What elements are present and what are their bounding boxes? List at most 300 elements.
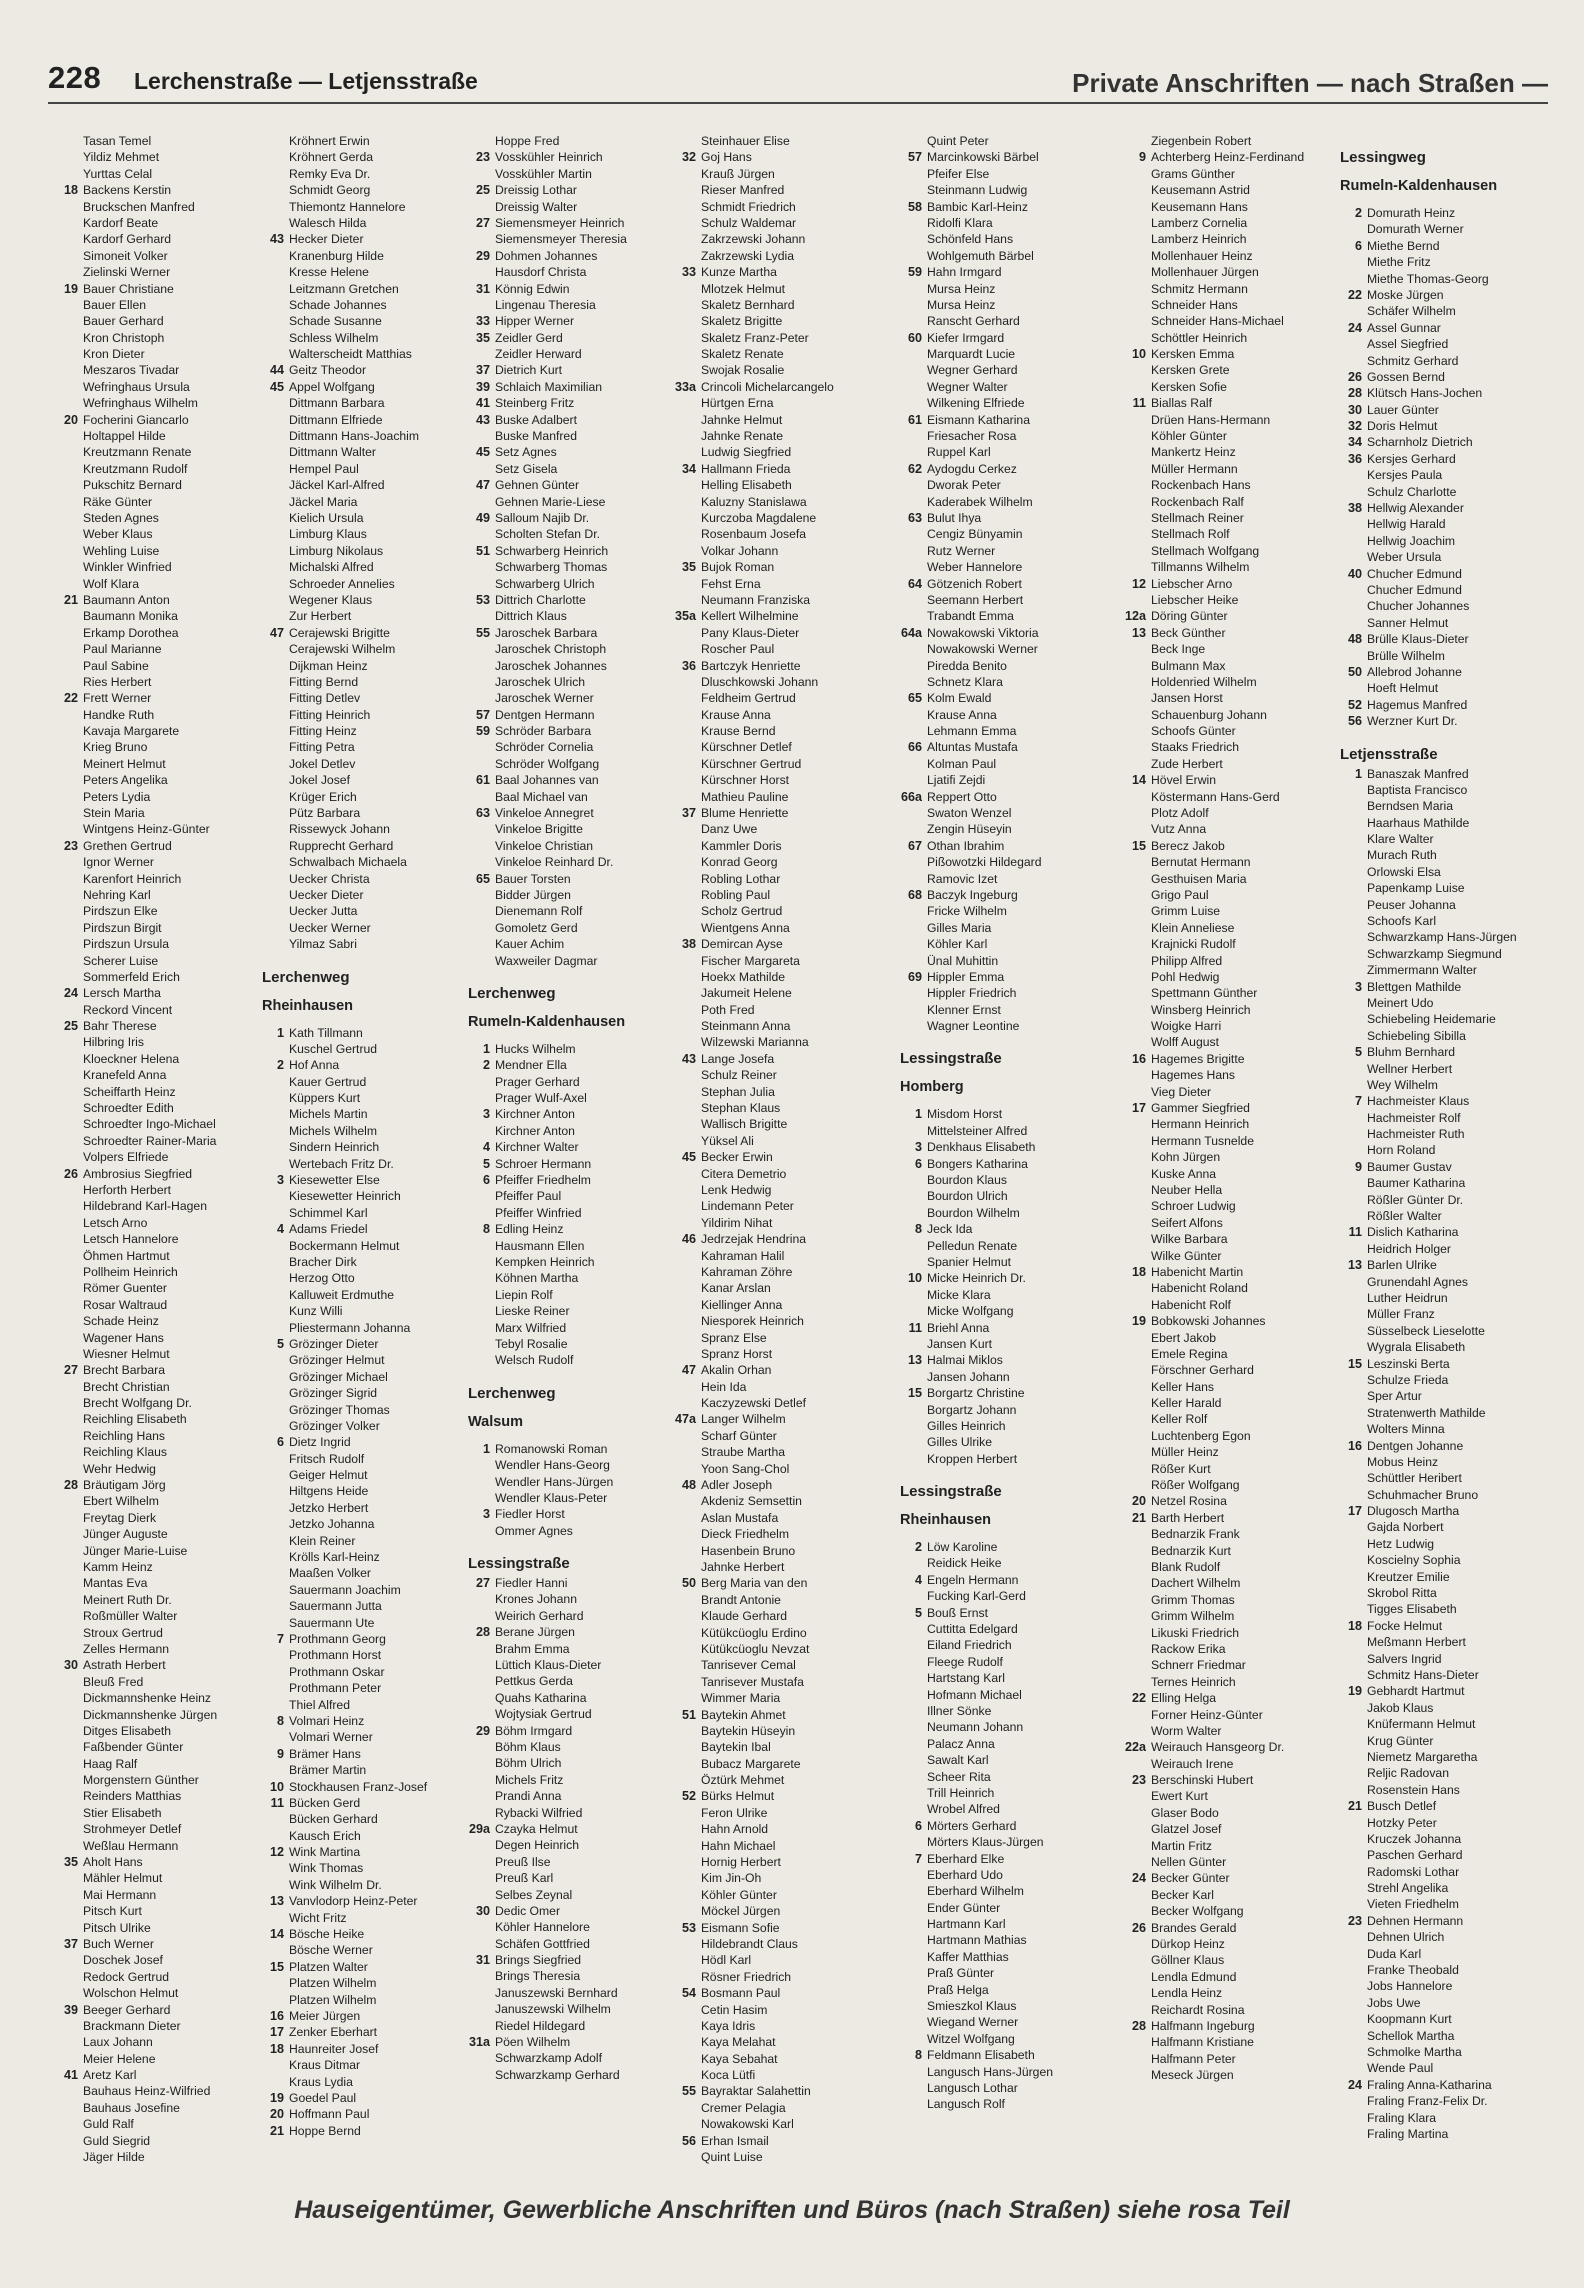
directory-entry [468, 854, 627, 870]
directory-entry [1124, 1444, 1304, 1460]
resident-name: Krause Bernd [701, 724, 776, 739]
directory-entry [1124, 1575, 1304, 1591]
directory-entry [900, 920, 1053, 936]
resident-name: Wolff August [1151, 1035, 1219, 1050]
directory-entry [468, 1641, 627, 1657]
resident-name: Knüfermann Helmut [1367, 1717, 1476, 1732]
directory-entry [468, 379, 627, 395]
directory-entry [468, 592, 627, 608]
directory-entry [1124, 248, 1304, 264]
directory-entry [1340, 2044, 1517, 2060]
footer-note: Hauseigentümer, Gewerbliche Anschriften und Büros (nach Straßen) siehe rosa Teil [294, 2196, 1290, 2224]
directory-entry [1124, 707, 1304, 723]
resident-name: Thiemontz Hannelore [289, 199, 406, 214]
resident-name: Stein Maria [83, 806, 145, 821]
resident-name: Quahs Katharina [495, 1690, 587, 1705]
directory-entry [262, 1320, 427, 1336]
resident-name: Kiesewetter Heinrich [289, 1189, 401, 1204]
resident-name: Kirchner Walter [495, 1140, 579, 1155]
directory-entry [262, 1647, 427, 1663]
directory-entry [1124, 1936, 1304, 1952]
directory-entry [674, 1903, 834, 1919]
house-number: 56 [1347, 714, 1362, 729]
resident-name: Jünger Marie-Luise [83, 1543, 188, 1558]
directory-entry [1124, 1051, 1304, 1067]
directory-entry [56, 1133, 217, 1149]
resident-name: Nehring Karl [83, 887, 151, 902]
resident-name: Cetin Hasim [701, 2002, 768, 2017]
resident-name: Mollenhauer Jürgen [1151, 265, 1259, 280]
resident-name: Cerajewski Brigitte [289, 625, 390, 640]
resident-name: Dürkop Heinz [1151, 1936, 1225, 1951]
resident-name: Achterberg Heinz-Ferdinand [1151, 150, 1305, 165]
resident-name: Robling Paul [701, 887, 771, 902]
resident-name: Dittmann Walter [289, 445, 376, 460]
directory-entry [1340, 2110, 1517, 2126]
directory-entry [56, 412, 217, 428]
directory-entry [900, 1336, 1053, 1352]
directory-entry [56, 936, 217, 952]
directory-entry [1340, 1208, 1517, 1224]
directory-entry [1124, 166, 1304, 182]
resident-name: Koca Lütfi [701, 2068, 756, 2083]
resident-name: Neumann Franziska [701, 592, 811, 607]
resident-name: Kürschner Horst [701, 773, 790, 788]
resident-name: Tillmanns Wilhelm [1151, 560, 1250, 575]
directory-entry [56, 1444, 217, 1460]
resident-name: Kim Jin-Oh [701, 1871, 762, 1886]
resident-name: Hucks Wilhelm [495, 1041, 576, 1056]
resident-name: Rösner Friedrich [701, 1969, 792, 1984]
directory-entry [262, 1467, 427, 1483]
directory-entry [468, 641, 627, 657]
resident-name: Keusemann Hans [1151, 199, 1248, 214]
house-number: 51 [681, 1707, 696, 1722]
resident-name: Paul Sabine [83, 658, 149, 673]
resident-name: Meßmann Herbert [1367, 1635, 1466, 1650]
resident-name: Grözinger Sigrid [289, 1386, 378, 1401]
resident-name: Reichardt Rosina [1151, 2002, 1245, 2017]
resident-name: Bulut Ihya [927, 510, 982, 525]
directory-entry [1124, 461, 1304, 477]
directory-entry [1124, 1477, 1304, 1493]
directory-entry [900, 690, 1053, 706]
resident-name: Holtappel Hilde [83, 429, 166, 444]
directory-entry [900, 1555, 1053, 1571]
directory-entry [900, 2047, 1053, 2063]
resident-name: Kielich Ursula [289, 510, 364, 525]
resident-name: Weber Klaus [83, 527, 153, 542]
resident-name: Ebert Jakob [1151, 1330, 1217, 1345]
directory-entry [674, 248, 834, 264]
resident-name: Emele Regina [1151, 1346, 1228, 1361]
resident-name: Eberhard Wilhelm [927, 1884, 1024, 1899]
directory-entry [56, 1903, 217, 1919]
house-number: 32 [681, 150, 696, 165]
resident-name: Kellert Wilhelmine [701, 609, 799, 624]
resident-name: Kresse Helene [289, 265, 369, 280]
resident-name: Stellmach Wolfgang [1151, 543, 1260, 558]
directory-entry [56, 641, 217, 657]
directory-entry [674, 1952, 834, 1968]
resident-name: Eismann Katharina [927, 412, 1030, 427]
resident-name: Borgartz Johann [927, 1402, 1017, 1417]
resident-name: Volpers Elfriede [83, 1150, 169, 1165]
resident-name: Mendner Ella [495, 1058, 567, 1073]
resident-name: Zielinski Werner [83, 265, 171, 280]
directory-entry [1124, 199, 1304, 215]
directory-entry [262, 1565, 427, 1581]
resident-name: Zeidler Herward [495, 347, 582, 362]
resident-name: Liebscher Heike [1151, 592, 1239, 607]
house-number: 5 [276, 1336, 284, 1351]
resident-name: Swojak Rosalie [701, 363, 785, 378]
resident-name: Wilke Barbara [1151, 1232, 1228, 1247]
resident-name: Chucher Edmund [1367, 582, 1462, 597]
resident-name: Reichling Hans [83, 1428, 165, 1443]
resident-name: Focke Helmut [1367, 1618, 1443, 1633]
directory-entry [1124, 576, 1304, 592]
directory-entry [56, 576, 217, 592]
directory-entry [900, 1949, 1053, 1965]
resident-name: Yilmaz Sabri [289, 937, 357, 952]
house-number: 37 [63, 1936, 78, 1951]
directory-entry [56, 821, 217, 837]
house-number: 19 [1347, 1684, 1362, 1699]
resident-name: Ljatifi Zejdi [927, 773, 986, 788]
directory-entry [900, 1172, 1053, 1188]
directory-entry [56, 838, 217, 854]
house-number: 5 [482, 1156, 490, 1171]
directory-entry [56, 1395, 217, 1411]
resident-name: Michalski Alfred [289, 560, 374, 575]
directory-entry [1340, 1077, 1517, 1093]
directory-entry [674, 1461, 834, 1477]
directory-entry [262, 2106, 427, 2122]
resident-name: Hippler Friedrich [927, 986, 1017, 1001]
resident-name: Wink Wilhelm Dr. [289, 1877, 382, 1892]
directory-entry [900, 428, 1053, 444]
page-number: 228 [48, 60, 102, 95]
directory-entry [468, 1320, 627, 1336]
directory-entry [900, 1588, 1053, 1604]
resident-name: Biallas Ralf [1151, 396, 1212, 411]
directory-entry [900, 362, 1053, 378]
resident-name: Steden Agnes [83, 510, 159, 525]
resident-name: Fehst Erna [701, 576, 761, 591]
resident-name: Kardorf Gerhard [83, 232, 172, 247]
house-number: 54 [681, 1986, 696, 2001]
directory-entry [900, 1801, 1053, 1817]
directory-entry [262, 1762, 427, 1778]
directory-entry [56, 1477, 217, 1493]
directory-entry [1340, 467, 1517, 483]
directory-entry [468, 199, 627, 215]
directory-entry [1340, 1536, 1517, 1552]
directory-entry [262, 133, 427, 149]
resident-name: Guld Siegrid [83, 2133, 151, 2148]
directory-entry [56, 182, 217, 198]
resident-name: Reppert Otto [927, 789, 997, 804]
resident-name: Schneider Hans-Michael [1151, 314, 1284, 329]
directory-entry [1340, 1651, 1517, 1667]
resident-name: Cremer Pelagia [701, 2100, 786, 2115]
house-number: 1 [276, 1025, 284, 1040]
resident-name: Kroppen Herbert [927, 1451, 1018, 1466]
directory-entry [56, 1920, 217, 1936]
resident-name: Förschner Gerhard [1151, 1363, 1254, 1378]
resident-name: Adler Joseph [701, 1478, 773, 1493]
directory-entry [468, 412, 627, 428]
directory-entry [56, 2018, 217, 2034]
directory-entry [56, 166, 217, 182]
resident-name: Hartmann Karl [927, 1917, 1006, 1932]
resident-name: Kraus Lydia [289, 2074, 353, 2089]
directory-entry [1124, 1838, 1304, 1854]
resident-name: Fischer Margareta [701, 953, 800, 968]
directory-entry [468, 1238, 627, 1254]
directory-entry [1340, 1601, 1517, 1617]
directory-column-4 [674, 133, 834, 2165]
house-number: 4 [482, 1140, 490, 1155]
directory-entry [56, 362, 217, 378]
resident-name: Strohmeyer Detlef [83, 1822, 182, 1837]
directory-entry [56, 1280, 217, 1296]
resident-name: Schneider Hans [1151, 297, 1238, 312]
directory-entry [1340, 1421, 1517, 1437]
directory-entry [56, 215, 217, 231]
resident-name: Weber Hannelore [927, 560, 1023, 575]
directory-entry [56, 297, 217, 313]
directory-entry [468, 1139, 627, 1155]
directory-entry [262, 1090, 427, 1106]
resident-name: Yildirim Nihat [701, 1215, 773, 1230]
directory-entry [1340, 1798, 1517, 1814]
directory-entry [468, 2034, 627, 2050]
resident-name: Winsberg Heinrich [1151, 1002, 1251, 1017]
house-number: 19 [269, 2090, 284, 2105]
directory-entry [674, 1166, 834, 1182]
directory-entry [900, 1998, 1053, 2014]
directory-entry [56, 1608, 217, 1624]
house-number: 27 [475, 215, 490, 230]
directory-entry [1340, 615, 1517, 631]
directory-entry [1124, 1985, 1304, 2001]
directory-entry [900, 231, 1053, 247]
house-number: 31 [475, 281, 490, 296]
directory-entry [468, 690, 627, 706]
house-number: 21 [63, 592, 78, 607]
resident-name: Krajnicki Rudolf [1151, 937, 1236, 952]
resident-name: Gehnen Günter [495, 478, 580, 493]
directory-entry [56, 2133, 217, 2149]
directory-entry [56, 1969, 217, 1985]
directory-entry [262, 2057, 427, 2073]
directory-entry [674, 412, 834, 428]
resident-name: Konrad Georg [701, 855, 778, 870]
directory-entry [1340, 1487, 1517, 1503]
directory-entry [674, 1116, 834, 1132]
directory-entry [262, 1188, 427, 1204]
directory-entry [674, 526, 834, 542]
resident-name: Bidder Jürgen [495, 887, 571, 902]
resident-name: Stephan Julia [701, 1084, 775, 1099]
house-number: 20 [269, 2107, 284, 2122]
resident-name: Gehnen Marie-Liese [495, 494, 606, 509]
resident-name: Seemann Herbert [927, 592, 1024, 607]
resident-name: Schiebeling Heidemarie [1367, 1012, 1496, 1027]
resident-name: Elling Helga [1151, 1691, 1217, 1706]
resident-name: Niemetz Margaretha [1367, 1749, 1478, 1764]
directory-entry [468, 1336, 627, 1352]
resident-name: Schröder Barbara [495, 724, 592, 739]
directory-entry [674, 1280, 834, 1296]
resident-name: Vinkeloe Reinhard Dr. [495, 855, 614, 870]
directory-entry [262, 1942, 427, 1958]
resident-name: Januszewski Wilhelm [495, 2002, 611, 2017]
directory-entry [1124, 1641, 1304, 1657]
resident-name: Wintgens Heinz-Günter [83, 822, 210, 837]
directory-entry [1124, 1608, 1304, 1624]
house-number: 27 [475, 1576, 490, 1591]
street-heading: Lerchenweg [468, 1384, 556, 1402]
house-number: 35 [63, 1855, 78, 1870]
directory-entry [674, 1018, 834, 1034]
resident-name: Reidick Heike [927, 1556, 1002, 1571]
directory-entry [1124, 477, 1304, 493]
house-number: 2 [276, 1058, 284, 1073]
resident-name: Borgartz Christine [927, 1386, 1025, 1401]
directory-entry [468, 739, 627, 755]
directory-entry [674, 182, 834, 198]
header-section-title: Private Anschriften — nach Straßen — [1072, 68, 1548, 98]
directory-entry [262, 297, 427, 313]
directory-entry [1124, 887, 1304, 903]
directory-entry [468, 756, 627, 772]
directory-entry [900, 1851, 1053, 1867]
house-number: 27 [63, 1363, 78, 1378]
directory-entry [1340, 1093, 1517, 1109]
directory-entry [1124, 1133, 1304, 1149]
resident-name: Poth Fred [701, 1002, 755, 1017]
resident-name: Limburg Klaus [289, 527, 367, 542]
resident-name: Stroux Gertrud [83, 1625, 163, 1640]
resident-name: Allebrod Johanne [1367, 664, 1462, 679]
resident-name: Blettgen Mathilde [1367, 979, 1462, 994]
directory-entry [900, 1156, 1053, 1172]
directory-entry [56, 674, 217, 690]
resident-name: Römer Guenter [83, 1281, 167, 1296]
resident-name: Waxweiler Dagmar [495, 953, 598, 968]
resident-name: Lamberz Cornelia [1151, 215, 1248, 230]
resident-name: Illner Sönke [927, 1703, 992, 1718]
directory-entry [262, 1303, 427, 1319]
resident-name: Sommerfeld Erich [83, 969, 180, 984]
resident-name: Wink Thomas [289, 1861, 364, 1876]
house-number: 20 [1131, 1494, 1146, 1509]
directory-entry [1340, 1224, 1517, 1240]
resident-name: Wegner Gerhard [927, 363, 1018, 378]
resident-name: Aretz Karl [83, 2068, 137, 2083]
directory-entry [262, 1598, 427, 1614]
directory-entry [900, 953, 1053, 969]
directory-entry [1124, 1805, 1304, 1821]
directory-entry [674, 2018, 834, 2034]
resident-name: Seifert Alfons [1151, 1215, 1223, 1230]
directory-entry [1124, 1379, 1304, 1395]
resident-name: Klaude Gerhard [701, 1609, 788, 1624]
directory-entry [56, 1264, 217, 1280]
resident-name: Goj Hans [701, 150, 752, 165]
resident-name: Wolschon Helmut [83, 1986, 179, 2001]
resident-name: Schwarberg Ulrich [495, 576, 595, 591]
directory-entry [674, 1526, 834, 1542]
resident-name: Baal Johannes van [495, 773, 599, 788]
resident-name: Keller Hans [1151, 1379, 1214, 1394]
resident-name: Schroedter Ingo-Michael [83, 1117, 216, 1132]
street-heading: Lerchenweg [262, 968, 350, 986]
directory-entry [1340, 1126, 1517, 1142]
district-heading: Walsum [468, 1413, 524, 1430]
resident-name: Krug Günter [1367, 1733, 1434, 1748]
resident-name: Kaya Melahat [701, 2035, 776, 2050]
resident-name: Skrobol Ritta [1367, 1586, 1437, 1601]
directory-entry [262, 1254, 427, 1270]
directory-entry [56, 1641, 217, 1657]
directory-entry [1124, 1280, 1304, 1296]
resident-name: Pfeiffer Friedhelm [495, 1173, 591, 1188]
directory-entry [900, 182, 1053, 198]
directory-entry [56, 854, 217, 870]
resident-name: Vanvlodorp Heinz-Peter [289, 1894, 418, 1909]
directory-entry [262, 1680, 427, 1696]
directory-entry [56, 1838, 217, 1854]
house-number: 15 [907, 1386, 922, 1401]
directory-entry [900, 412, 1053, 428]
resident-name: Witzel Wolfgang [927, 2031, 1015, 2046]
resident-name: Wagener Hans [83, 1330, 164, 1345]
house-number: 60 [907, 330, 922, 345]
directory-entry [262, 543, 427, 559]
resident-name: Schulze Frieda [1367, 1372, 1449, 1387]
directory-entry [468, 936, 627, 952]
directory-entry [674, 1870, 834, 1886]
resident-name: Krauß Jürgen [701, 166, 775, 181]
resident-name: Lersch Martha [83, 986, 161, 1001]
directory-entry [1124, 1969, 1304, 1985]
directory-entry [674, 1084, 834, 1100]
house-number: 14 [269, 1927, 284, 1942]
directory-entry [1340, 1339, 1517, 1355]
directory-entry [56, 1493, 217, 1509]
directory-entry [900, 1654, 1053, 1670]
resident-name: Schnetz Klara [927, 674, 1003, 689]
resident-name: Schmitz Hermann [1151, 281, 1248, 296]
house-number: 23 [475, 150, 490, 165]
directory-entry [674, 1313, 834, 1329]
house-number: 17 [269, 2025, 284, 2040]
resident-name: Halmai Miklos [927, 1353, 1003, 1368]
resident-name: Kaderabek Wilhelm [927, 494, 1033, 509]
resident-name: Murach Ruth [1367, 848, 1437, 863]
directory-entry [674, 1428, 834, 1444]
resident-name: Schmolke Martha [1367, 2044, 1462, 2059]
house-number: 5 [1354, 1045, 1362, 1060]
house-number: 11 [270, 1795, 284, 1810]
resident-name: Schönfeld Hans [927, 232, 1014, 247]
directory-entry [1340, 847, 1517, 863]
resident-name: Zenker Eberhart [289, 2025, 378, 2040]
